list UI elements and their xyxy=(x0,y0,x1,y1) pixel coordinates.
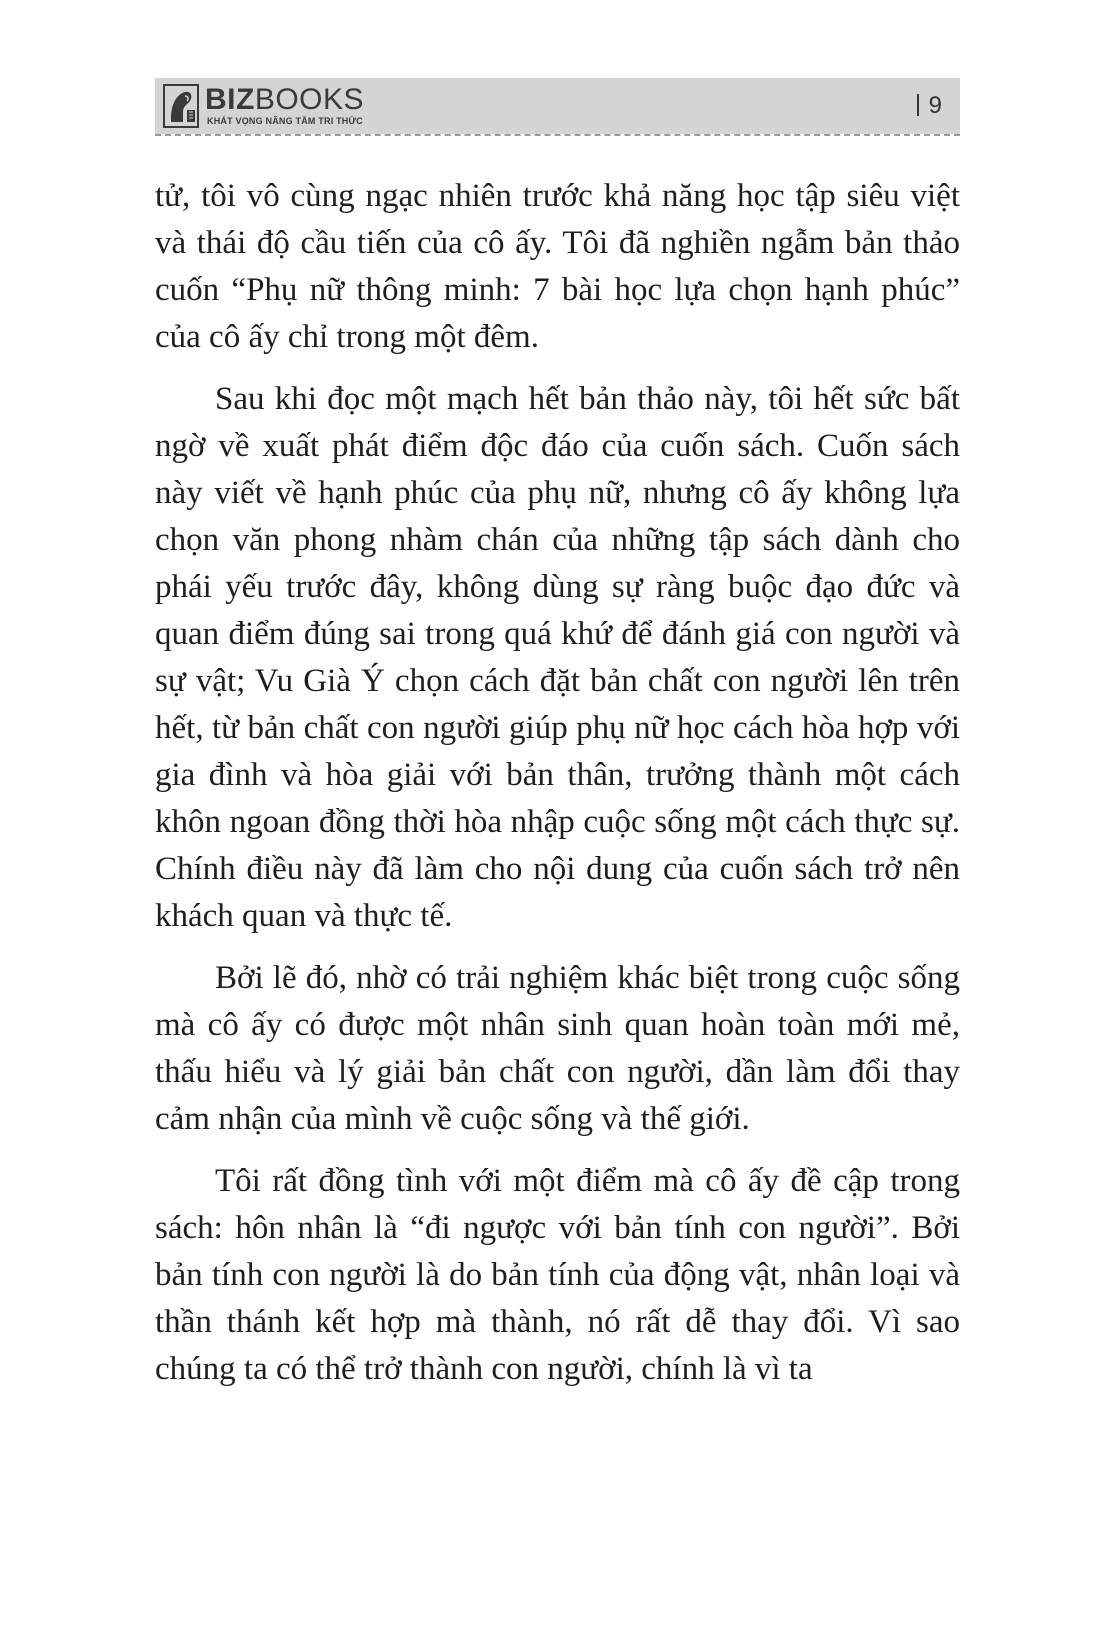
publisher-tagline: KHÁT VỌNG NÂNG TẦM TRI THỨC xyxy=(207,116,363,126)
page-number: 9 xyxy=(928,92,942,119)
page-number-divider xyxy=(917,94,919,116)
paragraph: tử, tôi vô cùng ngạc nhiên trước khả năng học tập siêu việt và thái độ cầu tiến của cô ấy. Tôi đã nghiền ngẫm bản thảo cuốn “Phụ nữ thông minh: 7 bài học lựa chọn hạnh phúc” của cô ấy chỉ trong một đêm. xyxy=(155,178,960,355)
paragraph: Sau khi đọc một mạch hết bản thảo này, tôi hết sức bất ngờ về xuất phát điểm độc đáo của cuốn sách. Cuốn sách này viết về hạnh phúc của phụ nữ, nhưng cô ấy không lựa chọn văn phong nhàm chán của những tập sách dành cho phái yếu trước đây, không dùng sự ràng buộc đạo đức và quan điểm đúng sai trong quá khứ để đánh giá con người và sự vật; Vu Già Ý chọn cách đặt bản chất con người lên trên hết, từ bản chất con người giúp phụ nữ học cách hòa hợp với gia đình và hòa giải với bản thân, trưởng thành một cách khôn ngoan đồng thời hòa nhập cuộc sống một cách thực sự. Chính điều này đã làm cho nội dung của cuốn sách trở nên khách quan và thực tế. xyxy=(155,381,960,934)
logo-biz: BIZ xyxy=(205,83,255,116)
header-dashed-rule xyxy=(155,134,960,136)
publisher-logo-text xyxy=(205,84,364,116)
paragraph: Tôi rất đồng tình với một điểm mà cô ấy đề cập trong sách: hôn nhân là “đi ngược với bản tính con người”. Bởi bản tính con người là do bản tính của động vật, nhân loại và thần thánh kết hợp mà thành, nó rất dễ thay đổi. Vì sao chúng ta có thể trở thành con người, chính là vì ta xyxy=(155,1163,960,1387)
bizbooks-logo-icon xyxy=(163,84,199,128)
paragraph: Bởi lẽ đó, nhờ có trải nghiệm khác biệt trong cuộc sống mà cô ấy có được một nhân sinh quan hoàn toàn mới mẻ, thấu hiểu và lý giải bản chất con người, dần làm đổi thay cảm nhận của mình về cuộc sống và thế giới. xyxy=(155,960,960,1137)
body-text xyxy=(155,173,960,1408)
page-number-area xyxy=(917,92,942,120)
page-header xyxy=(155,78,960,134)
logo-books: BOOKS xyxy=(254,83,365,116)
